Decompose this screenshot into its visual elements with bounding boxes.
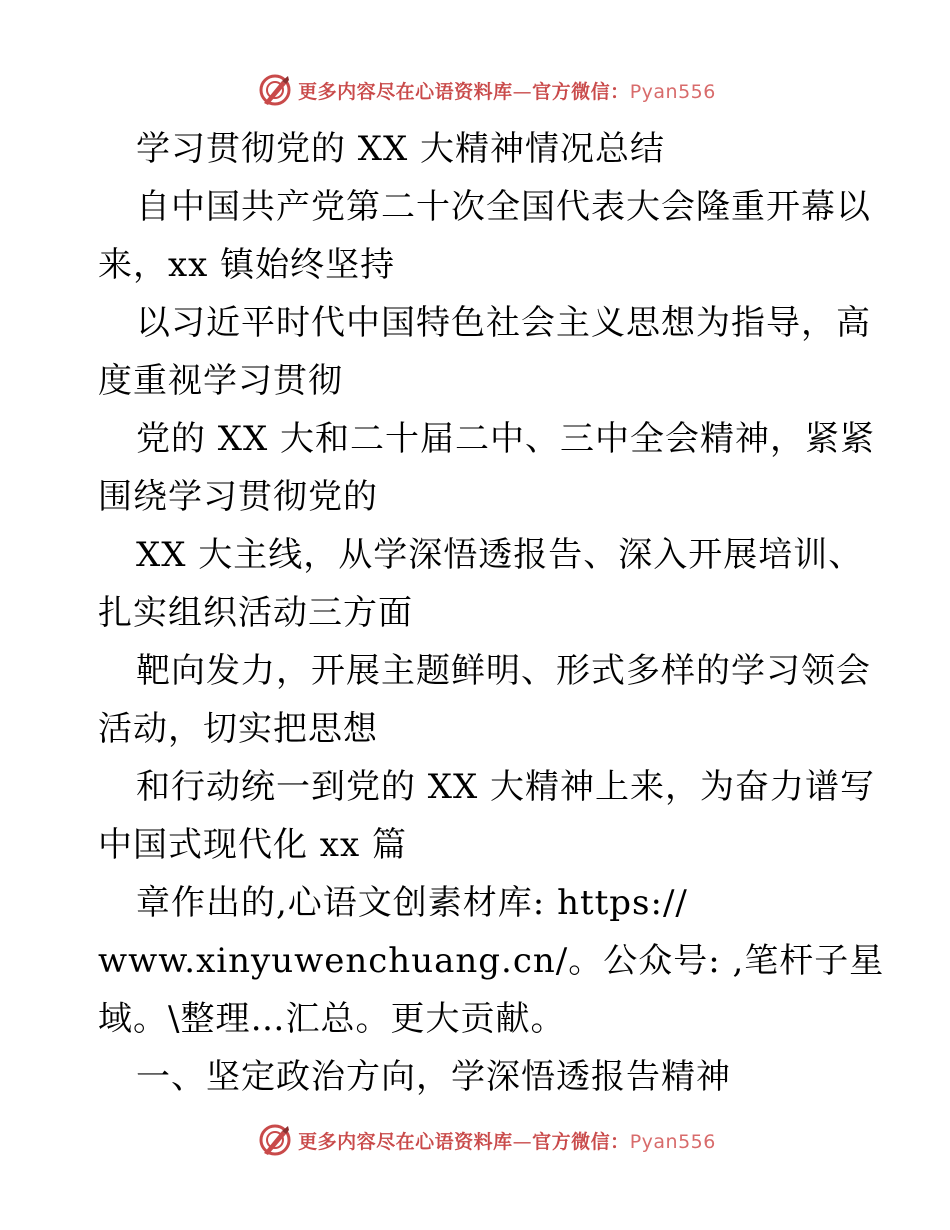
header-watermark [0,70,950,110]
paragraph-line: 活动，切实把思想 [98,709,378,749]
paragraph-line: 来，xx 镇始终坚持 [98,245,396,285]
footer-watermark [0,1120,950,1160]
pen-logo-icon [258,1123,292,1157]
paragraph-line: 自中国共产党第二十次全国代表大会隆重开幕以 [136,187,871,227]
paragraph-line: www.xinyuwenchuang.cn/。公众号: ,笔杆子星 [98,941,885,981]
paragraph-line: 扎实组织活动三方面 [98,593,413,633]
document-body [98,120,885,1106]
paragraph-line: 章作出的,心语文创素材库: https:// [136,883,688,923]
watermark-text: 更多内容尽在心语资料库—官方微信：Pyan556 [298,1130,716,1153]
document-title: 学习贯彻党的 XX 大精神情况总结 [136,129,666,169]
paragraph-line: 以习近平时代中国特色社会主义思想为指导，高 [136,303,871,343]
paragraph-line: 围绕学习贯彻党的 [98,477,378,517]
watermark-text: 更多内容尽在心语资料库—官方微信：Pyan556 [298,80,716,103]
pen-logo-icon [258,73,292,107]
section-heading: 一、坚定政治方向，学深悟透报告精神 [136,1057,731,1097]
paragraph-line: 党的 XX 大和二十届二中、三中全会精神，紧紧 [136,419,876,459]
paragraph-line: XX 大主线，从学深悟透报告、深入开展培训、 [136,535,864,575]
paragraph-line: 和行动统一到党的 XX 大精神上来，为奋力谱写 [136,767,876,807]
paragraph-line: 靶向发力，开展主题鲜明、形式多样的学习领会 [136,651,871,691]
paragraph-line: 中国式现代化 xx 篇 [98,825,407,865]
paragraph-line: 度重视学习贯彻 [98,361,343,401]
watermark-group [258,73,716,107]
paragraph-line: 域。\整理…汇总。更大贡献。 [98,999,566,1039]
watermark-group [258,1123,716,1157]
